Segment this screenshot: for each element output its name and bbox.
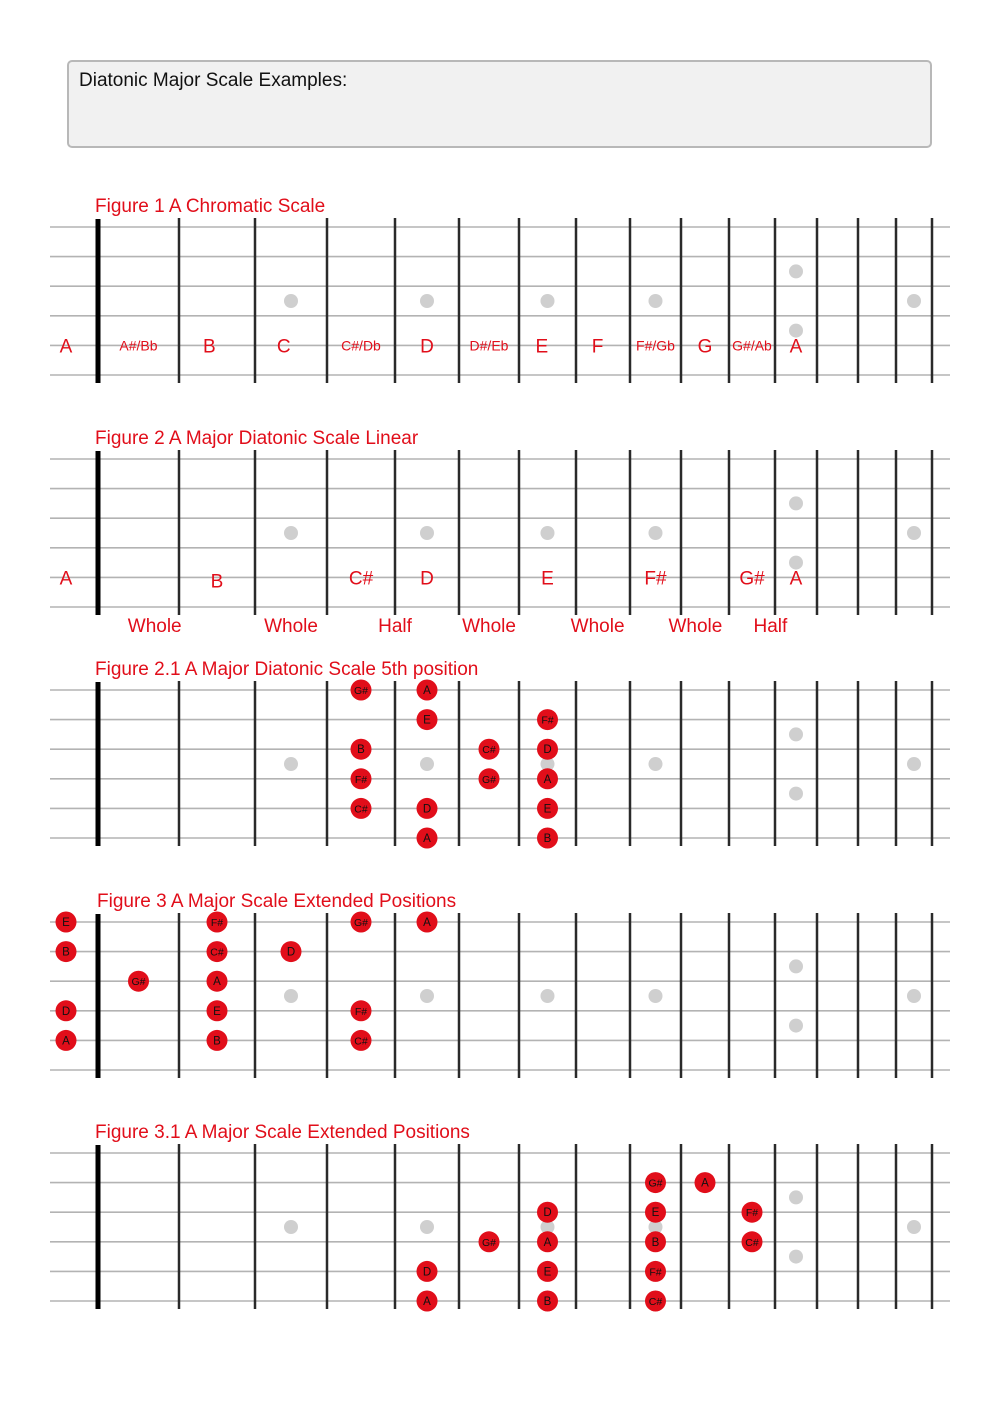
note-dot-label: C# xyxy=(354,1035,368,1048)
interval-label: Whole xyxy=(570,616,625,637)
note-label: D#/Eb xyxy=(469,337,509,354)
note-label: A xyxy=(59,568,73,590)
inlay-dot xyxy=(789,787,803,801)
note-label: C#/Db xyxy=(341,337,381,354)
figure-title: Figure 2 A Major Diatonic Scale Linear xyxy=(95,428,419,449)
note-dot-label: A xyxy=(423,1296,431,1308)
header-title: Diatonic Major Scale Examples: xyxy=(79,70,348,91)
figure-4 xyxy=(50,891,950,1078)
inlay-dot xyxy=(789,1250,803,1264)
figure-title: Figure 1 A Chromatic Scale xyxy=(95,196,326,217)
note-label: A xyxy=(789,568,803,590)
note-dot-label: C# xyxy=(648,1296,663,1308)
inlay-dot xyxy=(284,1220,298,1234)
note-dot-label: B xyxy=(357,744,365,757)
note-dot-label: E xyxy=(213,1005,221,1018)
interval-label: Half xyxy=(378,616,412,637)
note-dot-label: A xyxy=(213,976,221,989)
note-label: F xyxy=(591,336,604,358)
figure-3 xyxy=(50,659,950,849)
inlay-dot xyxy=(789,1190,803,1204)
note-dot-label: E xyxy=(423,714,431,727)
note-dot-label: G# xyxy=(648,1177,663,1190)
note-dot-label: D xyxy=(543,1207,552,1220)
inlay-dot xyxy=(649,526,663,540)
note-label: E xyxy=(541,568,554,590)
interval-label: Whole xyxy=(462,616,516,637)
inlay-dot xyxy=(649,989,663,1003)
inlay-dot xyxy=(907,294,921,308)
interval-label: Whole xyxy=(668,616,723,637)
note-label: C xyxy=(276,336,291,358)
inlay-dot xyxy=(541,294,555,308)
interval-label: Whole xyxy=(127,616,182,637)
note-dot-label: B xyxy=(62,946,70,959)
note-dot-label: A xyxy=(423,833,431,845)
note-label: F#/Gb xyxy=(636,337,675,354)
note-label: G#/Ab xyxy=(732,337,772,354)
note-dot-label: F# xyxy=(649,1266,662,1279)
note-label: G# xyxy=(739,568,765,590)
note-dot-label: C# xyxy=(210,946,224,959)
inlay-dot xyxy=(420,757,434,771)
note-dot-label: G# xyxy=(131,976,146,989)
note-dot-label: B xyxy=(651,1236,660,1249)
note-label: A xyxy=(789,336,803,358)
note-dot-label: G# xyxy=(481,773,497,786)
note-dot-label: G# xyxy=(353,917,369,929)
inlay-dot xyxy=(649,757,663,771)
note-dot-label: E xyxy=(543,1266,552,1279)
inlay-dot xyxy=(284,989,298,1003)
figure-title: Figure 2.1 A Major Diatonic Scale 5th position xyxy=(95,659,479,680)
note-dot-label: F# xyxy=(354,1005,368,1018)
inlay-dot xyxy=(420,294,434,308)
note-dot-label: G# xyxy=(481,1236,497,1249)
interval-label: Half xyxy=(753,616,788,637)
figure-title: Figure 3.1 A Major Scale Extended Positions xyxy=(95,1122,470,1143)
inlay-dot xyxy=(907,757,921,771)
note-dot-label: C# xyxy=(482,744,496,757)
note-label: D xyxy=(420,568,434,590)
inlay-dot xyxy=(907,526,921,540)
note-dot-label: A xyxy=(543,773,552,786)
note-label: B xyxy=(203,336,216,358)
note-dot-label: D xyxy=(286,946,296,959)
note-dot-label: B xyxy=(543,833,552,845)
note-dot-label: A xyxy=(701,1177,709,1190)
note-dot-label: A xyxy=(423,917,431,929)
note-dot-label: B xyxy=(543,1296,552,1308)
note-dot-label: F# xyxy=(745,1207,759,1220)
note-dot-label: C# xyxy=(354,803,368,816)
note-label: E xyxy=(535,336,549,358)
note-label: G xyxy=(697,336,713,358)
note-label: D xyxy=(420,336,434,358)
note-dot-label: A xyxy=(62,1035,70,1048)
note-dot-label: D xyxy=(422,1266,432,1279)
note-dot-label: D xyxy=(61,1005,71,1018)
note-dot-label: F# xyxy=(210,917,224,929)
note-dot-label: F# xyxy=(541,714,554,727)
inlay-dot xyxy=(907,1220,921,1234)
inlay-dot xyxy=(284,757,298,771)
note-label: A#/Bb xyxy=(119,337,158,354)
inlay-dot xyxy=(541,526,555,540)
interval-label: Whole xyxy=(264,616,318,637)
note-dot-label: B xyxy=(213,1035,221,1048)
inlay-dot xyxy=(789,959,803,973)
note-dot-label: E xyxy=(543,803,552,816)
inlay-dot xyxy=(420,1220,434,1234)
inlay-dot xyxy=(789,1019,803,1033)
note-label: B xyxy=(210,571,224,593)
figure-1 xyxy=(50,196,950,383)
note-dot-label: C# xyxy=(745,1236,759,1249)
figure-5 xyxy=(50,1122,950,1312)
inlay-dot xyxy=(284,294,298,308)
figure-title: Figure 3 A Major Scale Extended Positions xyxy=(97,891,457,912)
inlay-dot xyxy=(420,526,434,540)
note-dot-label: A xyxy=(543,1236,552,1249)
inlay-dot xyxy=(284,526,298,540)
note-dot-label: E xyxy=(651,1207,660,1220)
inlay-dot xyxy=(649,294,663,308)
note-dot-label: D xyxy=(422,803,432,816)
note-dot-label: G# xyxy=(353,685,369,697)
note-label: F# xyxy=(644,568,667,590)
inlay-dot xyxy=(420,989,434,1003)
inlay-dot xyxy=(789,727,803,741)
inlay-dot xyxy=(789,264,803,278)
note-dot-label: F# xyxy=(354,773,368,786)
figure-2 xyxy=(50,428,950,637)
note-dot-label: E xyxy=(62,917,70,929)
note-dot-label: A xyxy=(423,685,431,697)
note-dot-label: D xyxy=(543,744,552,757)
note-label: C# xyxy=(348,568,374,590)
inlay-dot xyxy=(789,496,803,510)
inlay-dot xyxy=(541,989,555,1003)
note-label: A xyxy=(59,336,73,358)
inlay-dot xyxy=(907,989,921,1003)
